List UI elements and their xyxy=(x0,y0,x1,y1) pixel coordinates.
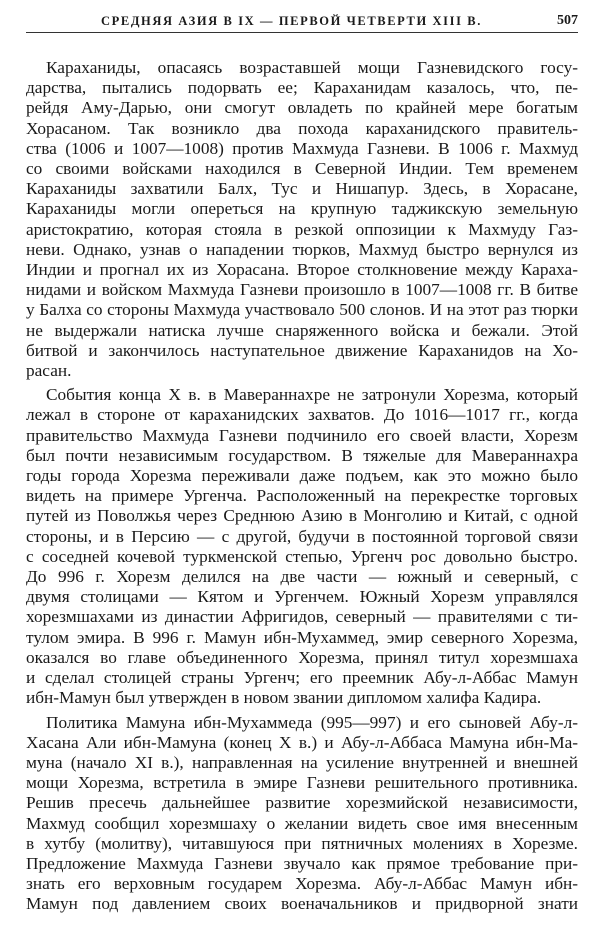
text-line: муна (начало XI в.), направленная на усиление внутренней и внешней xyxy=(26,752,578,772)
page-body xyxy=(26,58,578,915)
text-line: годы города Хорезма переживали даже подъем, как это можно было xyxy=(26,466,578,486)
text-line: Караханиды захватили Балх, Тус и Нишапур. Здесь, в Хорасане, xyxy=(26,179,578,199)
text-line: аристократию, которая стояла в резкой оппозиции к Махмуду Газ- xyxy=(26,219,578,239)
running-head: СРЕДНЯЯ АЗИЯ В IX — ПЕРВОЙ ЧЕТВЕРТИ XIII В. xyxy=(101,13,482,28)
text-line: Караханиды могли опереться на крупную таджикскую земельную xyxy=(26,199,578,219)
text-line: Предложение Махмуда Газневи звучало как прямое требование при- xyxy=(26,853,578,873)
text-line: До 996 г. Хорезм делился на две части — южный и северный, с xyxy=(26,567,578,587)
text-line: с соседней кочевой туркменской степью, Ургенч рос довольно быстро. xyxy=(26,546,578,566)
text-line: нидами и войском Махмуда Газневи произошло в 1007—1008 гг. В битве xyxy=(26,280,578,300)
text-line: ибн-Мамун был утвержден в новом звании дипломом халифа Кадира. xyxy=(26,688,542,708)
text-line: расан. xyxy=(26,361,72,381)
text-line: и сделал столицей страны Ургенч; его преемник Абу-л-Аббас Мамун xyxy=(26,668,578,688)
text-line: Решив пресечь дальнейшее развитие хорезмийской независимости, xyxy=(26,793,578,813)
text-line: не выдержали натиска лучше снаряженного войска и бежали. Этой xyxy=(26,320,578,340)
text-line: со своими войсками находился в Северной Индии. Тем временем xyxy=(26,159,578,179)
paragraph xyxy=(26,385,578,708)
text-line: лежал в стороне от караханидских захватов. До 1016—1017 гг., когда xyxy=(26,405,578,425)
text-line: Хасана Али ибн-Мамуна (конец X в.) и Абу-л-Аббаса Мамуна ибн-Ма- xyxy=(26,732,578,752)
text-line: стороны, и в Персию — с другой, будучи в постоянной торговой связи xyxy=(26,526,578,546)
text-line: неви. Однако, узнав о нападении тюрков, Махмуд быстро вернулся из xyxy=(26,239,578,259)
text-line: Хорасаном. Так возникло два похода караханидского правитель- xyxy=(26,118,578,138)
text-line: тулом эмира. В 996 г. Мамун ибн-Мухаммед, эмир северного Хорезма, xyxy=(26,627,578,647)
text-line: знать его верховным государем Хорезма. Абу-л-Аббас Мамун ибн- xyxy=(26,874,578,894)
text-line: хорезмшахами из династии Афригидов, северный — правителями с ти- xyxy=(26,607,578,627)
text-line: Политика Мамуна ибн-Мухаммеда (995—997) и его сыновей Абу-л- xyxy=(46,712,578,732)
text-line: двумя столицами — Кятом и Ургенчем. Южный Хорезм управлялся xyxy=(26,587,578,607)
text-line: у Балха со стороны Махмуда участвовало 500 слонов. И на этот раз тюрки xyxy=(26,300,578,320)
text-line: видеть на примере Ургенча. Расположенный на перекрестке торговых xyxy=(26,486,578,506)
text-line: битвой и закончилось наступательное движение Караханидов на Хо- xyxy=(26,340,578,360)
text-line: был почти независимым государством. В тяжелые для Мавераннахра xyxy=(26,445,578,465)
text-line: путей из Поволжья через Среднюю Азию в Монголию и Китай, с одной xyxy=(26,506,578,526)
page-header xyxy=(26,10,578,33)
paragraph xyxy=(26,58,578,381)
text-line: События конца X в. в Мавераннахре не затронули Хорезма, который xyxy=(46,385,578,405)
text-line: оказался во главе объединенного Хорезма, принял титул хорезмшаха xyxy=(26,647,578,667)
text-line: рейдя Аму-Дарью, они смогут овладеть по крайней мере богатым xyxy=(26,98,578,118)
text-line: Махмуд сообщил хорезмшаху о желании видеть свое имя внесенным xyxy=(26,813,578,833)
text-line: Мамун под давлением своих военачальников и придворной знати xyxy=(26,894,578,914)
text-line: дарства, пытались подорвать ее; Караханидам казалось, что, пе- xyxy=(26,78,578,98)
text-line: мощи Хорезма, встретила в эмире Газневи решительного противника. xyxy=(26,773,578,793)
text-line: Караханиды, опасаясь возраставшей мощи Газневидского госу- xyxy=(46,58,578,77)
text-line: Индии и прогнал их из Хорасана. Второе столкновение между Карaха- xyxy=(26,260,578,280)
text-line: правительство Махмуда Газневи подчинило его своей власти, Хорезм xyxy=(26,425,578,445)
page-number: 507 xyxy=(557,13,578,28)
text-line: в хутбу (молитву), читавшуюся при пятничных молениях в Хорезме. xyxy=(26,833,578,853)
paragraph xyxy=(26,713,578,915)
text-line: ства (1006 и 1007—1008) против Махмуда Газневи. В 1006 г. Махмуд xyxy=(26,138,578,158)
